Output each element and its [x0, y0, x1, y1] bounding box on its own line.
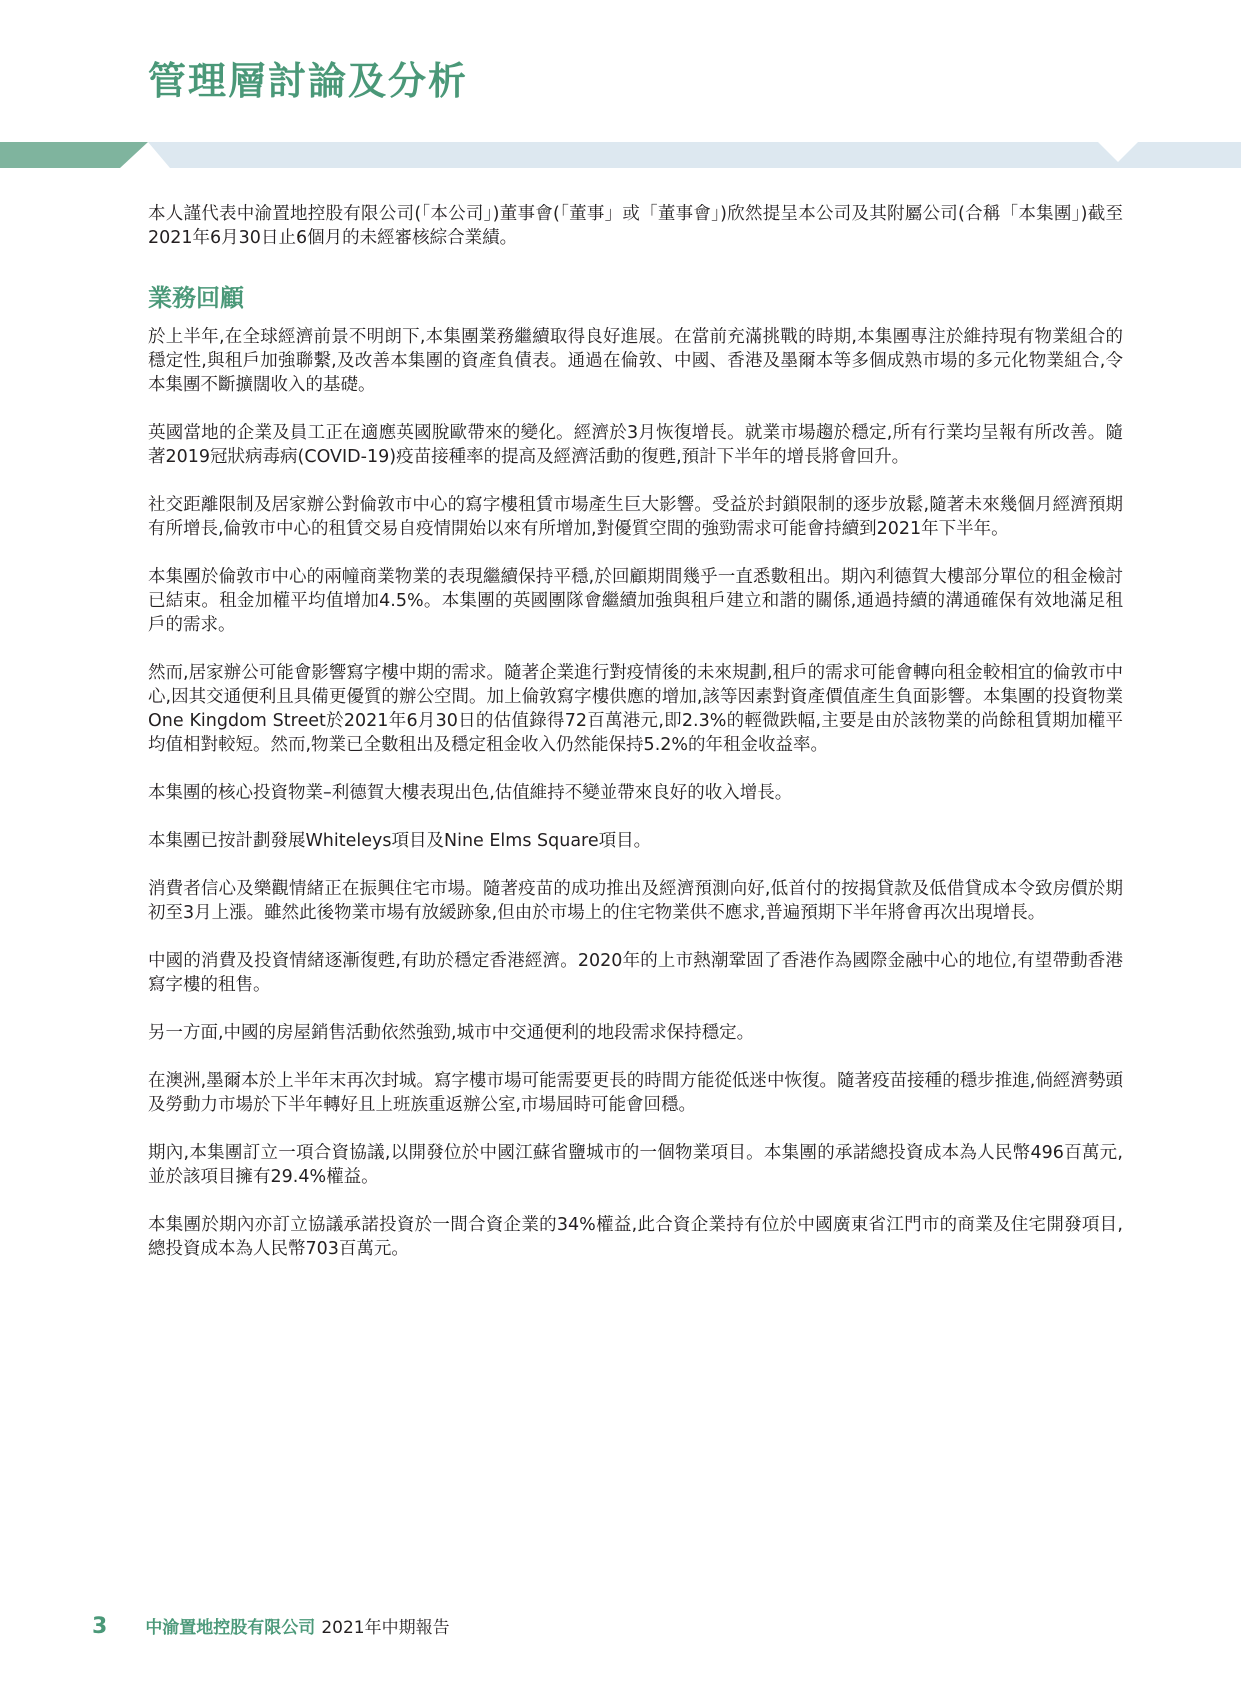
- paragraph: 本集團於倫敦市中心的兩幢商業物業的表現繼續保持平穩,於回顧期間幾乎一直悉數租出。期內利德賀大樓部分單位的租金檢討已結束。租金加權平均值增加4.5%。本集團的英國團隊會繼續加強與租戶建立和諧的關係,通過持續的溝通確保有效地滿足租戶的需求。: [148, 567, 1123, 635]
- paragraph: 本集團的核心投資物業–利德賀大樓表現出色,估值維持不變並帶來良好的收入增長。: [148, 783, 793, 803]
- paragraph: 於上半年,在全球經濟前景不明朗下,本集團業務繼續取得良好進展。在當前充滿挑戰的時期,本集團專注於維持現有物業組合的穩定性,與租戶加強聯繫,及改善本集團的資產負債表。通過在倫敦、中國、香港及墨爾本等多個成熟市場的多元化物業組合,令本集團不斷擴闊收入的基礎。: [148, 327, 1123, 395]
- paragraph: 中國的消費及投資情緒逐漸復甦,有助於穩定香港經濟。2020年的上市熱潮鞏固了香港作為國際金融中心的地位,有望帶動香港寫字樓的租售。: [148, 951, 1123, 995]
- page-number: 3: [92, 1614, 108, 1639]
- intro-paragraph: 本人謹代表中渝置地控股有限公司(「本公司」)董事會(「董事」或「董事會」)欣然提呈本公司及其附屬公司(合稱「本集團」)截至2021年6月30日止6個月的未經審核綜合業績。: [148, 204, 1123, 248]
- page-title: 管理層討論及分析: [148, 59, 469, 103]
- paragraph: 在澳洲,墨爾本於上半年末再次封城。寫字樓市場可能需要更長的時間方能從低迷中恢復。隨著疫苗接種的穩步推進,倘經濟勢頭及勞動力市場於下半年轉好且上班族重返辦公室,市場屆時可能會回穩。: [148, 1071, 1123, 1115]
- footer-company-name: 中渝置地控股有限公司: [145, 1618, 316, 1638]
- section-heading: 業務回顧: [148, 284, 244, 312]
- main-content: [148, 202, 1123, 1285]
- paragraph: 社交距離限制及居家辦公對倫敦市中心的寫字樓租賃市場產生巨大影響。受益於封鎖限制的逐步放鬆,隨著未來幾個月經濟預期有所增長,倫敦市中心的租賃交易自疫情開始以來有所增加,對優質空間的強勁需求可能會持續到2021年下半年。: [148, 495, 1123, 539]
- paragraph: 消費者信心及樂觀情緒正在振興住宅市場。隨著疫苗的成功推出及經濟預測向好,低首付的按揭貸款及低借貸成本令致房價於期初至3月上漲。雖然此後物業市場有放緩跡象,但由於市場上的住宅物業供不應求,普遍預期下半年將會再次出現增長。: [148, 879, 1123, 923]
- footer-report-title: 2021年中期報告: [321, 1618, 450, 1638]
- paragraph: 期內,本集團訂立一項合資協議,以開發位於中國江蘇省鹽城市的一個物業項目。本集團的承諾總投資成本為人民幣496百萬元,並於該項目擁有29.4%權益。: [148, 1143, 1123, 1187]
- page-footer: [92, 1613, 450, 1639]
- paragraph: 然而,居家辦公可能會影響寫字樓中期的需求。隨著企業進行對疫情後的未來規劃,租戶的需求可能會轉向租金較相宜的倫敦市中心,因其交通便利且具備更優質的辦公空間。加上倫敦寫字樓供應的增加,該等因素對資產價值產生負面影響。本集團的投資物業One Kingdom Street於2021年6月30日的估值錄得72百萬港元,即2.3%的輕微跌幅,主要是由於該物業的尚餘租賃期加權平均值相對較短。然而,物業已全數租出及穩定租金收入仍然能保持5.2%的年租金收益率。: [148, 663, 1123, 755]
- paragraph: 英國當地的企業及員工正在適應英國脫歐帶來的變化。經濟於3月恢復增長。就業市場趨於穩定,所有行業均呈報有所改善。隨著2019冠狀病毒病(COVID-19)疫苗接種率的提高及經濟活動的復甦,預計下半年的增長將會回升。: [148, 423, 1123, 467]
- business-review-body: [148, 325, 1123, 1261]
- banner-green-band: [0, 142, 148, 168]
- paragraph: 本集團於期內亦訂立協議承諾投資於一間合資企業的34%權益,此合資企業持有位於中國廣東省江門市的商業及住宅開發項目,總投資成本為人民幣703百萬元。: [148, 1215, 1123, 1259]
- paragraph: 本集團已按計劃發展Whiteleys項目及Nine Elms Square項目。: [148, 831, 652, 851]
- paragraph: 另一方面,中國的房屋銷售活動依然強勁,城市中交通便利的地段需求保持穩定。: [148, 1023, 755, 1043]
- banner-blue-band: [148, 142, 1241, 168]
- header-banner: [0, 142, 1241, 168]
